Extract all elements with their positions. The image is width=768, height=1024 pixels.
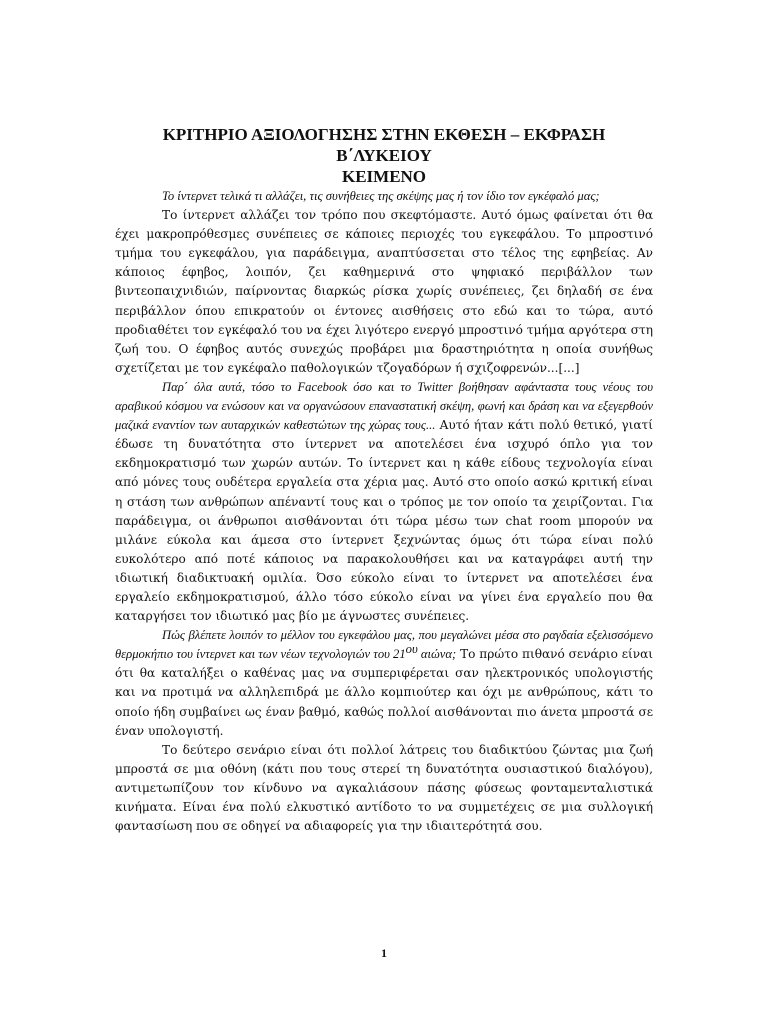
paragraph-5: Το δεύτερο σενάριο είναι ότι πολλοί λάτρεις του διαδικτύου ζώντας μια ζωή μπροστά σε μια οθόνη (κάτι που τους στερεί τη δυνατότητα ουσιαστικού διαλόγου), αντιμετωπίζουν τον κίνδυνο να αγκαλιάσουν πάσης φύσεως φονταμενταλιστικά κινήματα. Είναι ένα πολύ ελκυστικό αντίδοτο το να συμμετέχεις σε μια συλλογική φαντασίωση που σε οδηγεί να αδιαφορείς για την ιδιαιτερότητά σου.: [115, 742, 653, 834]
document-page: [115, 124, 653, 836]
paragraph-1: [115, 187, 653, 206]
paragraph-4-italic-a: Πώς βλέπετε λοιπόν το μέλλον του εγκεφάλου μας, που μεγαλώνει μέσα στο ραγδαία εξελισσόμενο θερμοκήπιο του ίντερνετ και των νέων τεχνολογιών του 21: [115, 628, 653, 662]
paragraph-4-superscript: ου: [405, 642, 418, 657]
title-line-1: ΚΡΙΤΗΡΙΟ ΑΞΙΟΛΟΓΗΣΗΣ ΣΤΗΝ ΕΚΘΕΣΗ – ΕΚΦΡΑΣΗ: [162, 125, 606, 144]
paragraph-3-italic: Παρ΄ όλα αυτά, τόσο το Facebook όσο και το Twitter βοήθησαν αφάνταστα τους νέους του αραβικού κόσμου να ενώσουν και να οργανώσουν επαναστατική σκέψη, φωνή και δράση και να εξεγερθούν μαζικά εναντίον των αυταρχικών καθεστώτων της χώρας τους...: [115, 379, 653, 433]
paragraph-4-italic-b: αιώνα;: [417, 647, 457, 662]
page-number: 1: [381, 946, 387, 960]
paragraph-1-italic: Το ίντερνετ τελικά τι αλλάζει, τις συνήθειες της σκέψης μας ή τον ίδιο τον εγκέφαλό μας;: [162, 189, 600, 203]
document-body: [115, 187, 653, 836]
paragraph-4: [115, 626, 653, 741]
paragraph-2: Το ίντερνετ αλλάζει τον τρόπο που σκεφτόμαστε. Αυτό όμως φαίνεται ότι θα έχει μακροπρόθεσμες συνέπειες σε κάποιες περιοχές του εγκεφάλου. Το μπροστινό τμήμα του εγκεφάλου, για παράδειγμα, αναπτύσσεται στο τέλος της εφηβείας. Αν κάποιος έφηβος, λοιπόν, ζει καθημερινά στο ψηφιακό περιβάλλον των βιντεοπαιχνιδιών, παίρνοντας διαρκώς ρίσκα χωρίς συνέπειες, ζει δηλαδή σε ένα περιβάλλον όπου επικρατούν οι έντονες αισθήσεις στο εδώ και το τώρα, αυτό προδιαθέτει τον εγκέφαλό του να έχει λιγότερο ενεργό μπροστινό τμήμα αργότερα στη ζωή του. Ο έφηβος αυτός συνεχώς προβάρει μια δραστηριότητα η οποία συνήθως σχετίζεται με τον εγκέφαλο παθολογικών τζογαδόρων ή σχιζοφρενών...[...]: [115, 208, 653, 375]
paragraph-4-text: Το πρώτο πιθανό σενάριο είναι ότι θα καταλήξει ο καθένας μας να συμπεριφέρεται σαν ηλεκτρονικός υπολογιστής και να προτιμά να αλληλεπιδρά με άλλο κομπιούτερ και όχι με ανθρώπους, κάτι το οποίο ήδη συμβαίνει ως έναν βαθμό, καθώς πολλοί αισθάνονται πιο άνετα μπροστά σε έναν υπολογιστή.: [115, 647, 653, 738]
document-title: [115, 124, 653, 187]
title-line-3: ΚΕΙΜΕΝΟ: [341, 167, 427, 186]
paragraph-3-text: Αυτό ήταν κάτι πολύ θετικό, γιατί έδωσε τη δυνατότητα στο ίντερνετ να αποτελέσει ένα ισχυρό όπλο για τον εκδημοκρατισμό των χωρών αυτών. Το ίντερνετ και η κάθε είδους τεχνολογία είναι από μόνες τους ουδέτερα εργαλεία στα χέρια μας. Αυτό στο οποίο ασκώ κριτική είναι η στάση των ανθρώπων απέναντί τους και ο τρόπος με τον οποίο τα χειρίζονται. Για παράδειγμα, οι άνθρωποι αισθάνονται ότι τώρα μέσω των chat room μπορούν να μιλάνε εύκολα και άμεσα στο ίντερνετ ξεχνώντας όμως ότι τώρα είναι πολύ ευκολότερο από ποτέ κάποιος να παρακολουθήσει και να καταγράφει αυτή την ιδιωτική διαδικτυακή ομιλία. Όσο εύκολο είναι το ίντερνετ να αποτελέσει ένα εργαλείο εκδημοκρατισμού, άλλο τόσο εύκολο είναι να γίνει ένα εργαλείο που θα καταργήσει τον ιδιωτικό μας βίο με άγνωστες συνέπειες.: [115, 418, 653, 624]
paragraph-3: [115, 378, 653, 626]
title-line-2: Β΄ΛΥΚΕΙΟΥ: [336, 146, 432, 165]
